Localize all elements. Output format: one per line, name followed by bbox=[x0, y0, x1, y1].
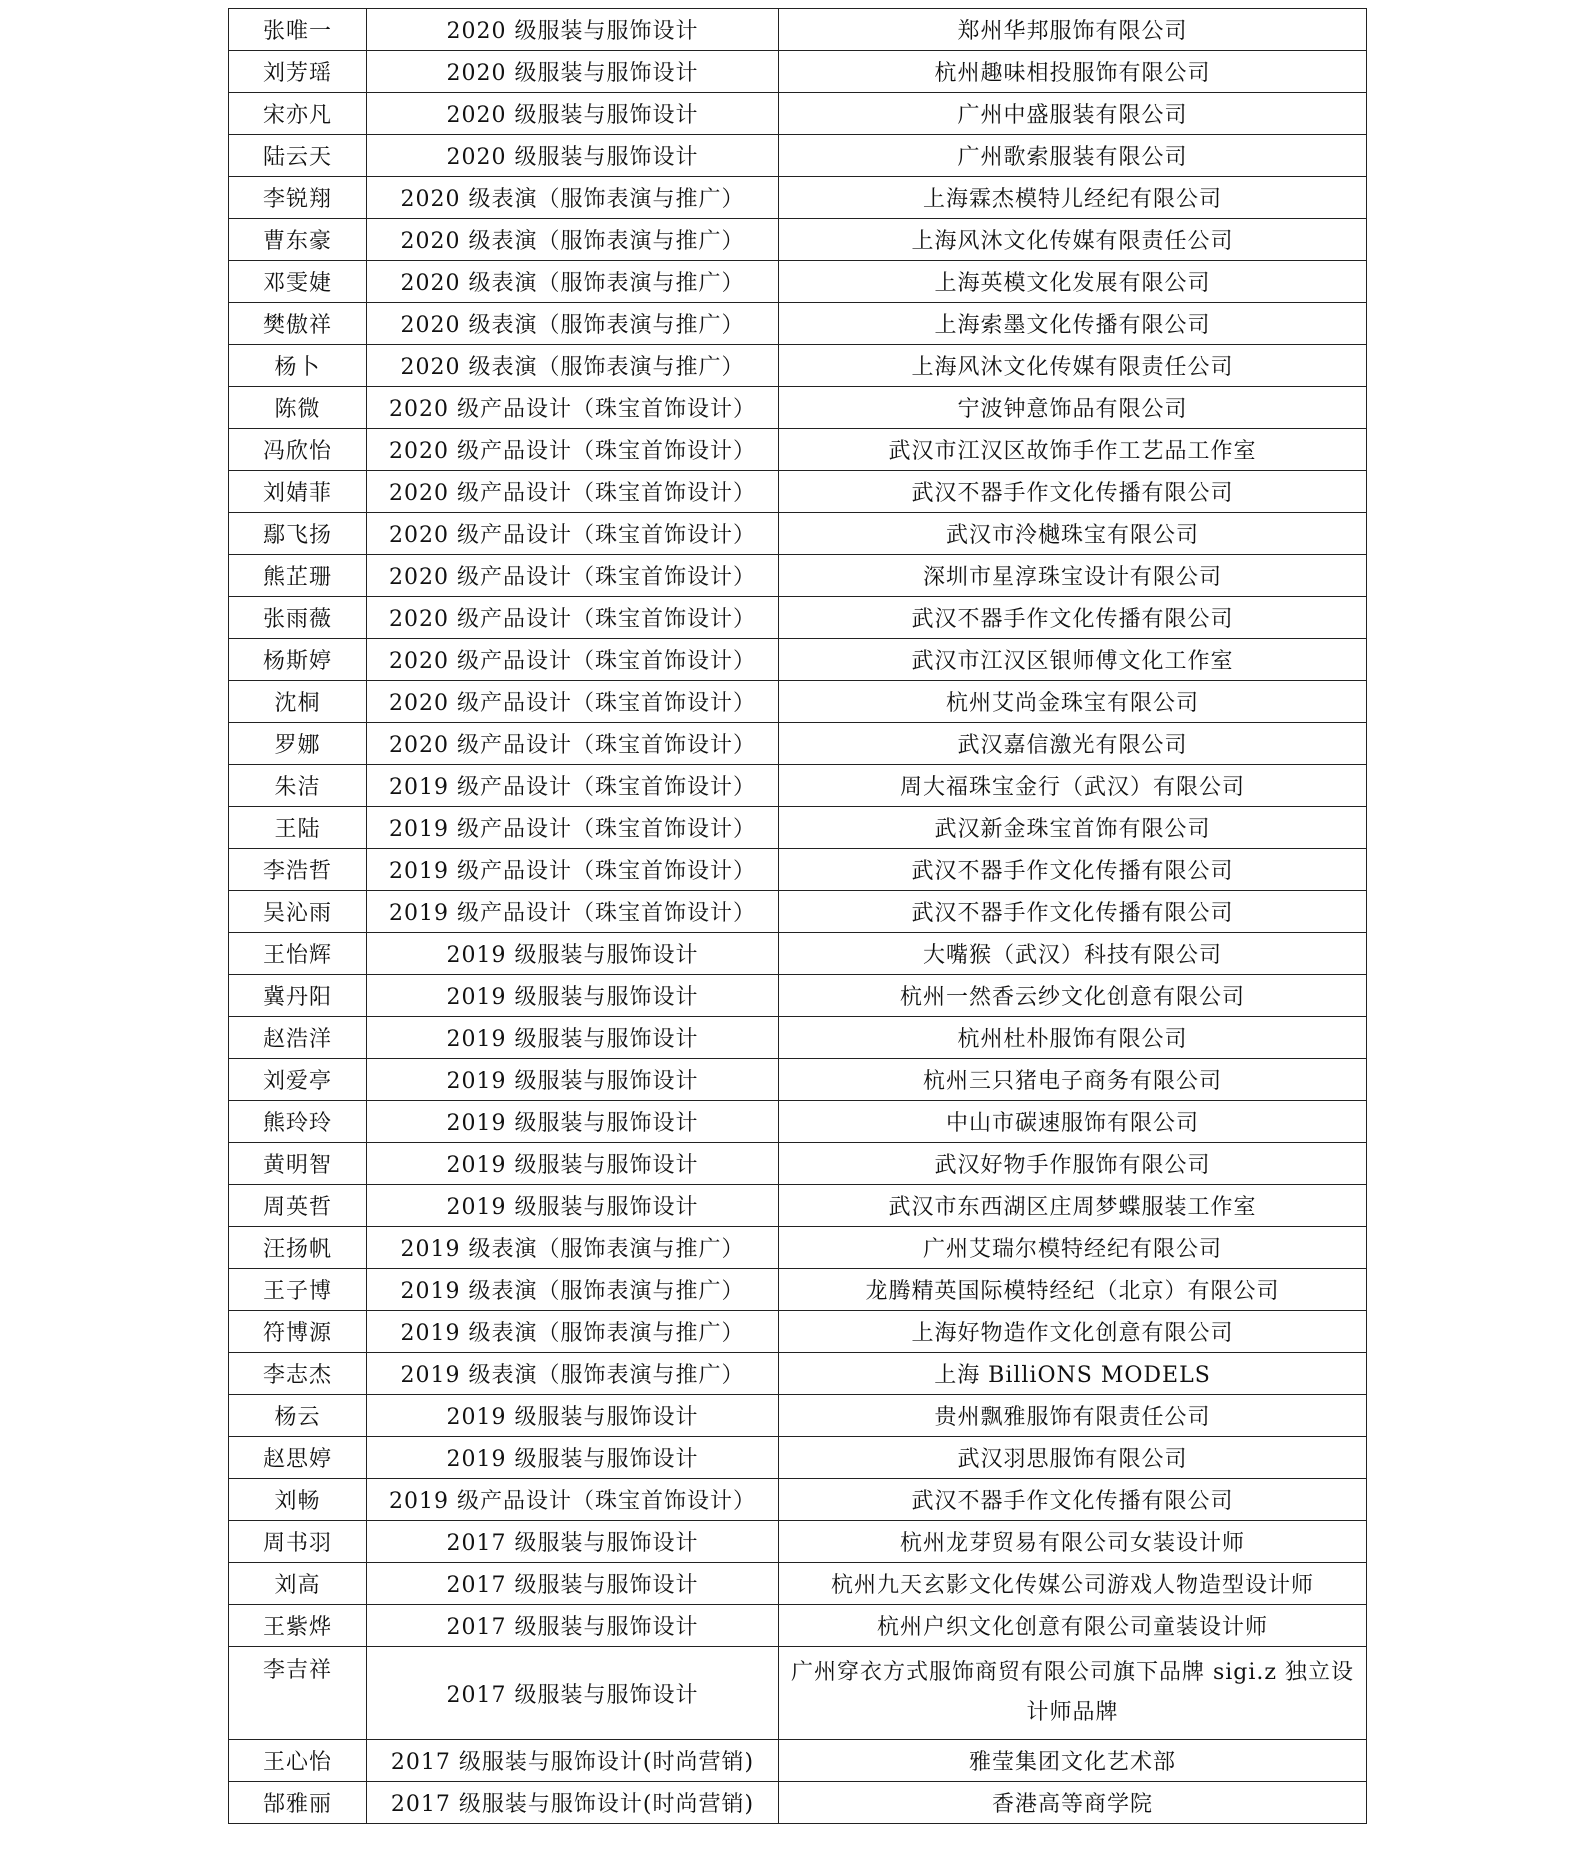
major-cell: 2020 级产品设计（珠宝首饰设计） bbox=[367, 429, 779, 471]
document-page bbox=[228, 8, 1366, 1824]
table-row bbox=[229, 1782, 1367, 1824]
employer-cell: 杭州趣味相投服饰有限公司 bbox=[779, 51, 1367, 93]
major-cell: 2019 级服装与服饰设计 bbox=[367, 1143, 779, 1185]
major-cell: 2020 级服装与服饰设计 bbox=[367, 135, 779, 177]
major-cell: 2020 级产品设计（珠宝首饰设计） bbox=[367, 723, 779, 765]
table-row bbox=[229, 639, 1367, 681]
table-row bbox=[229, 387, 1367, 429]
employer-cell: 上海英模文化发展有限公司 bbox=[779, 261, 1367, 303]
table-row bbox=[229, 1311, 1367, 1353]
major-cell: 2019 级产品设计（珠宝首饰设计） bbox=[367, 891, 779, 933]
student-name-cell: 吴沁雨 bbox=[229, 891, 367, 933]
employer-cell: 大嘴猴（武汉）科技有限公司 bbox=[779, 933, 1367, 975]
student-name-cell: 陈微 bbox=[229, 387, 367, 429]
table-row bbox=[229, 1185, 1367, 1227]
major-cell: 2019 级服装与服饰设计 bbox=[367, 975, 779, 1017]
employer-cell: 上海风沐文化传媒有限责任公司 bbox=[779, 219, 1367, 261]
major-cell: 2019 级表演（服饰表演与推广） bbox=[367, 1227, 779, 1269]
employer-cell: 中山市碳速服饰有限公司 bbox=[779, 1101, 1367, 1143]
table-row bbox=[229, 93, 1367, 135]
student-name-cell: 郜雅丽 bbox=[229, 1782, 367, 1824]
table-row bbox=[229, 1395, 1367, 1437]
table-row bbox=[229, 513, 1367, 555]
major-cell: 2020 级产品设计（珠宝首饰设计） bbox=[367, 513, 779, 555]
major-cell: 2019 级产品设计（珠宝首饰设计） bbox=[367, 849, 779, 891]
major-cell: 2020 级产品设计（珠宝首饰设计） bbox=[367, 555, 779, 597]
student-name-cell: 王紫烨 bbox=[229, 1605, 367, 1647]
table-row bbox=[229, 1143, 1367, 1185]
student-name-cell: 杨斯婷 bbox=[229, 639, 367, 681]
major-cell: 2019 级服装与服饰设计 bbox=[367, 1395, 779, 1437]
employer-cell: 杭州龙芽贸易有限公司女装设计师 bbox=[779, 1521, 1367, 1563]
student-name-cell: 刘高 bbox=[229, 1563, 367, 1605]
table-row bbox=[229, 51, 1367, 93]
major-cell: 2019 级服装与服饰设计 bbox=[367, 1017, 779, 1059]
table-row bbox=[229, 1017, 1367, 1059]
employer-cell: 武汉好物手作服饰有限公司 bbox=[779, 1143, 1367, 1185]
employer-cell: 宁波钟意饰品有限公司 bbox=[779, 387, 1367, 429]
table-row bbox=[229, 1479, 1367, 1521]
student-name-cell: 陆云天 bbox=[229, 135, 367, 177]
major-cell: 2020 级表演（服饰表演与推广） bbox=[367, 177, 779, 219]
table-row bbox=[229, 849, 1367, 891]
table-row bbox=[229, 9, 1367, 51]
student-name-cell: 王怡辉 bbox=[229, 933, 367, 975]
table-row bbox=[229, 1101, 1367, 1143]
student-name-cell: 杨云 bbox=[229, 1395, 367, 1437]
major-cell: 2020 级表演（服饰表演与推广） bbox=[367, 219, 779, 261]
table-row bbox=[229, 261, 1367, 303]
employer-cell: 深圳市星淳珠宝设计有限公司 bbox=[779, 555, 1367, 597]
employer-cell: 杭州户织文化创意有限公司童装设计师 bbox=[779, 1605, 1367, 1647]
table-row bbox=[229, 429, 1367, 471]
employer-cell: 雅莹集团文化艺术部 bbox=[779, 1740, 1367, 1782]
student-name-cell: 汪扬帆 bbox=[229, 1227, 367, 1269]
employer-cell: 武汉不器手作文化传播有限公司 bbox=[779, 471, 1367, 513]
student-name-cell: 赵思婷 bbox=[229, 1437, 367, 1479]
table-row bbox=[229, 555, 1367, 597]
employer-cell: 香港高等商学院 bbox=[779, 1782, 1367, 1824]
major-cell: 2020 级服装与服饰设计 bbox=[367, 93, 779, 135]
student-name-cell: 李锐翔 bbox=[229, 177, 367, 219]
student-name-cell: 熊芷珊 bbox=[229, 555, 367, 597]
student-name-cell: 李浩哲 bbox=[229, 849, 367, 891]
major-cell: 2019 级服装与服饰设计 bbox=[367, 1059, 779, 1101]
employer-cell: 广州歌索服装有限公司 bbox=[779, 135, 1367, 177]
table-row bbox=[229, 1647, 1367, 1740]
major-cell: 2020 级表演（服饰表演与推广） bbox=[367, 303, 779, 345]
employer-cell: 武汉嘉信激光有限公司 bbox=[779, 723, 1367, 765]
major-cell: 2020 级产品设计（珠宝首饰设计） bbox=[367, 681, 779, 723]
table-row bbox=[229, 1605, 1367, 1647]
student-name-cell: 邓雯婕 bbox=[229, 261, 367, 303]
major-cell: 2019 级表演（服饰表演与推广） bbox=[367, 1269, 779, 1311]
student-name-cell: 李志杰 bbox=[229, 1353, 367, 1395]
employer-cell: 武汉不器手作文化传播有限公司 bbox=[779, 1479, 1367, 1521]
employer-cell: 武汉不器手作文化传播有限公司 bbox=[779, 891, 1367, 933]
employer-cell: 杭州一然香云纱文化创意有限公司 bbox=[779, 975, 1367, 1017]
employer-cell: 上海索墨文化传播有限公司 bbox=[779, 303, 1367, 345]
major-cell: 2019 级服装与服饰设计 bbox=[367, 1101, 779, 1143]
student-name-cell: 刘爱亭 bbox=[229, 1059, 367, 1101]
student-name-cell: 李吉祥 bbox=[229, 1647, 367, 1740]
employer-cell: 上海 BilliONS MODELS bbox=[779, 1353, 1367, 1395]
student-name-cell: 杨卜 bbox=[229, 345, 367, 387]
student-name-cell: 朱洁 bbox=[229, 765, 367, 807]
employer-cell: 杭州九天玄影文化传媒公司游戏人物造型设计师 bbox=[779, 1563, 1367, 1605]
table-row bbox=[229, 597, 1367, 639]
employer-cell: 上海风沐文化传媒有限责任公司 bbox=[779, 345, 1367, 387]
major-cell: 2020 级产品设计（珠宝首饰设计） bbox=[367, 639, 779, 681]
student-name-cell: 王心怡 bbox=[229, 1740, 367, 1782]
major-cell: 2017 级服装与服饰设计 bbox=[367, 1521, 779, 1563]
major-cell: 2017 级服装与服饰设计 bbox=[367, 1647, 779, 1740]
student-name-cell: 樊傲祥 bbox=[229, 303, 367, 345]
major-cell: 2017 级服装与服饰设计(时尚营销) bbox=[367, 1740, 779, 1782]
major-cell: 2020 级服装与服饰设计 bbox=[367, 51, 779, 93]
table-row bbox=[229, 177, 1367, 219]
employer-cell: 上海好物造作文化创意有限公司 bbox=[779, 1311, 1367, 1353]
table-row bbox=[229, 1740, 1367, 1782]
employer-cell: 武汉不器手作文化传播有限公司 bbox=[779, 597, 1367, 639]
employer-cell: 广州穿衣方式服饰商贸有限公司旗下品牌 sigi.z 独立设计师品牌 bbox=[779, 1647, 1367, 1740]
major-cell: 2019 级表演（服饰表演与推广） bbox=[367, 1353, 779, 1395]
employer-cell: 武汉羽思服饰有限公司 bbox=[779, 1437, 1367, 1479]
student-name-cell: 宋亦凡 bbox=[229, 93, 367, 135]
student-name-cell: 赵浩洋 bbox=[229, 1017, 367, 1059]
student-name-cell: 冯欣怡 bbox=[229, 429, 367, 471]
employer-cell: 贵州飘雅服饰有限责任公司 bbox=[779, 1395, 1367, 1437]
student-name-cell: 王子博 bbox=[229, 1269, 367, 1311]
employer-cell: 武汉市江汉区银师傅文化工作室 bbox=[779, 639, 1367, 681]
major-cell: 2019 级产品设计（珠宝首饰设计） bbox=[367, 807, 779, 849]
employer-cell: 杭州三只猪电子商务有限公司 bbox=[779, 1059, 1367, 1101]
major-cell: 2019 级表演（服饰表演与推广） bbox=[367, 1311, 779, 1353]
student-name-cell: 沈桐 bbox=[229, 681, 367, 723]
student-name-cell: 符博源 bbox=[229, 1311, 367, 1353]
student-name-cell: 冀丹阳 bbox=[229, 975, 367, 1017]
employer-cell: 杭州杜朴服饰有限公司 bbox=[779, 1017, 1367, 1059]
employer-cell: 郑州华邦服饰有限公司 bbox=[779, 9, 1367, 51]
table-row bbox=[229, 1521, 1367, 1563]
student-name-cell: 熊玲玲 bbox=[229, 1101, 367, 1143]
student-name-cell: 周英哲 bbox=[229, 1185, 367, 1227]
major-cell: 2020 级表演（服饰表演与推广） bbox=[367, 261, 779, 303]
employer-cell: 周大福珠宝金行（武汉）有限公司 bbox=[779, 765, 1367, 807]
table-row bbox=[229, 303, 1367, 345]
table-row bbox=[229, 471, 1367, 513]
student-name-cell: 罗娜 bbox=[229, 723, 367, 765]
employer-cell: 武汉不器手作文化传播有限公司 bbox=[779, 849, 1367, 891]
major-cell: 2019 级产品设计（珠宝首饰设计） bbox=[367, 765, 779, 807]
student-name-cell: 刘畅 bbox=[229, 1479, 367, 1521]
student-name-cell: 鄢飞扬 bbox=[229, 513, 367, 555]
major-cell: 2019 级产品设计（珠宝首饰设计） bbox=[367, 1479, 779, 1521]
student-name-cell: 刘婧菲 bbox=[229, 471, 367, 513]
student-name-cell: 王陆 bbox=[229, 807, 367, 849]
table-row bbox=[229, 1563, 1367, 1605]
student-name-cell: 张雨薇 bbox=[229, 597, 367, 639]
table-row bbox=[229, 807, 1367, 849]
table-row bbox=[229, 219, 1367, 261]
employer-cell: 杭州艾尚金珠宝有限公司 bbox=[779, 681, 1367, 723]
major-cell: 2020 级表演（服饰表演与推广） bbox=[367, 345, 779, 387]
employer-cell: 武汉市江汉区故饰手作工艺品工作室 bbox=[779, 429, 1367, 471]
major-cell: 2020 级服装与服饰设计 bbox=[367, 9, 779, 51]
table-row bbox=[229, 1437, 1367, 1479]
table-row bbox=[229, 1353, 1367, 1395]
table-row bbox=[229, 345, 1367, 387]
table-row bbox=[229, 975, 1367, 1017]
table-row bbox=[229, 1059, 1367, 1101]
table-row bbox=[229, 891, 1367, 933]
employer-cell: 武汉市东西湖区庄周梦蝶服装工作室 bbox=[779, 1185, 1367, 1227]
table-row bbox=[229, 765, 1367, 807]
employer-cell: 上海霖杰模特儿经纪有限公司 bbox=[779, 177, 1367, 219]
major-cell: 2020 级产品设计（珠宝首饰设计） bbox=[367, 387, 779, 429]
employer-cell: 武汉新金珠宝首饰有限公司 bbox=[779, 807, 1367, 849]
table-body bbox=[229, 9, 1367, 1824]
major-cell: 2019 级服装与服饰设计 bbox=[367, 1185, 779, 1227]
student-name-cell: 刘芳瑶 bbox=[229, 51, 367, 93]
major-cell: 2020 级产品设计（珠宝首饰设计） bbox=[367, 597, 779, 639]
student-name-cell: 张唯一 bbox=[229, 9, 367, 51]
major-cell: 2019 级服装与服饰设计 bbox=[367, 1437, 779, 1479]
employer-cell: 武汉市泠樾珠宝有限公司 bbox=[779, 513, 1367, 555]
employer-cell: 龙腾精英国际模特经纪（北京）有限公司 bbox=[779, 1269, 1367, 1311]
major-cell: 2019 级服装与服饰设计 bbox=[367, 933, 779, 975]
student-name-cell: 黄明智 bbox=[229, 1143, 367, 1185]
major-cell: 2017 级服装与服饰设计 bbox=[367, 1605, 779, 1647]
major-cell: 2017 级服装与服饰设计(时尚营销) bbox=[367, 1782, 779, 1824]
table-row bbox=[229, 723, 1367, 765]
table-row bbox=[229, 933, 1367, 975]
student-name-cell: 曹东豪 bbox=[229, 219, 367, 261]
table-row bbox=[229, 681, 1367, 723]
major-cell: 2020 级产品设计（珠宝首饰设计） bbox=[367, 471, 779, 513]
student-name-cell: 周书羽 bbox=[229, 1521, 367, 1563]
graduate-employment-table bbox=[228, 8, 1367, 1824]
major-cell: 2017 级服装与服饰设计 bbox=[367, 1563, 779, 1605]
table-row bbox=[229, 1227, 1367, 1269]
employer-cell: 广州艾瑞尔模特经纪有限公司 bbox=[779, 1227, 1367, 1269]
table-row bbox=[229, 1269, 1367, 1311]
table-row bbox=[229, 135, 1367, 177]
employer-cell: 广州中盛服装有限公司 bbox=[779, 93, 1367, 135]
